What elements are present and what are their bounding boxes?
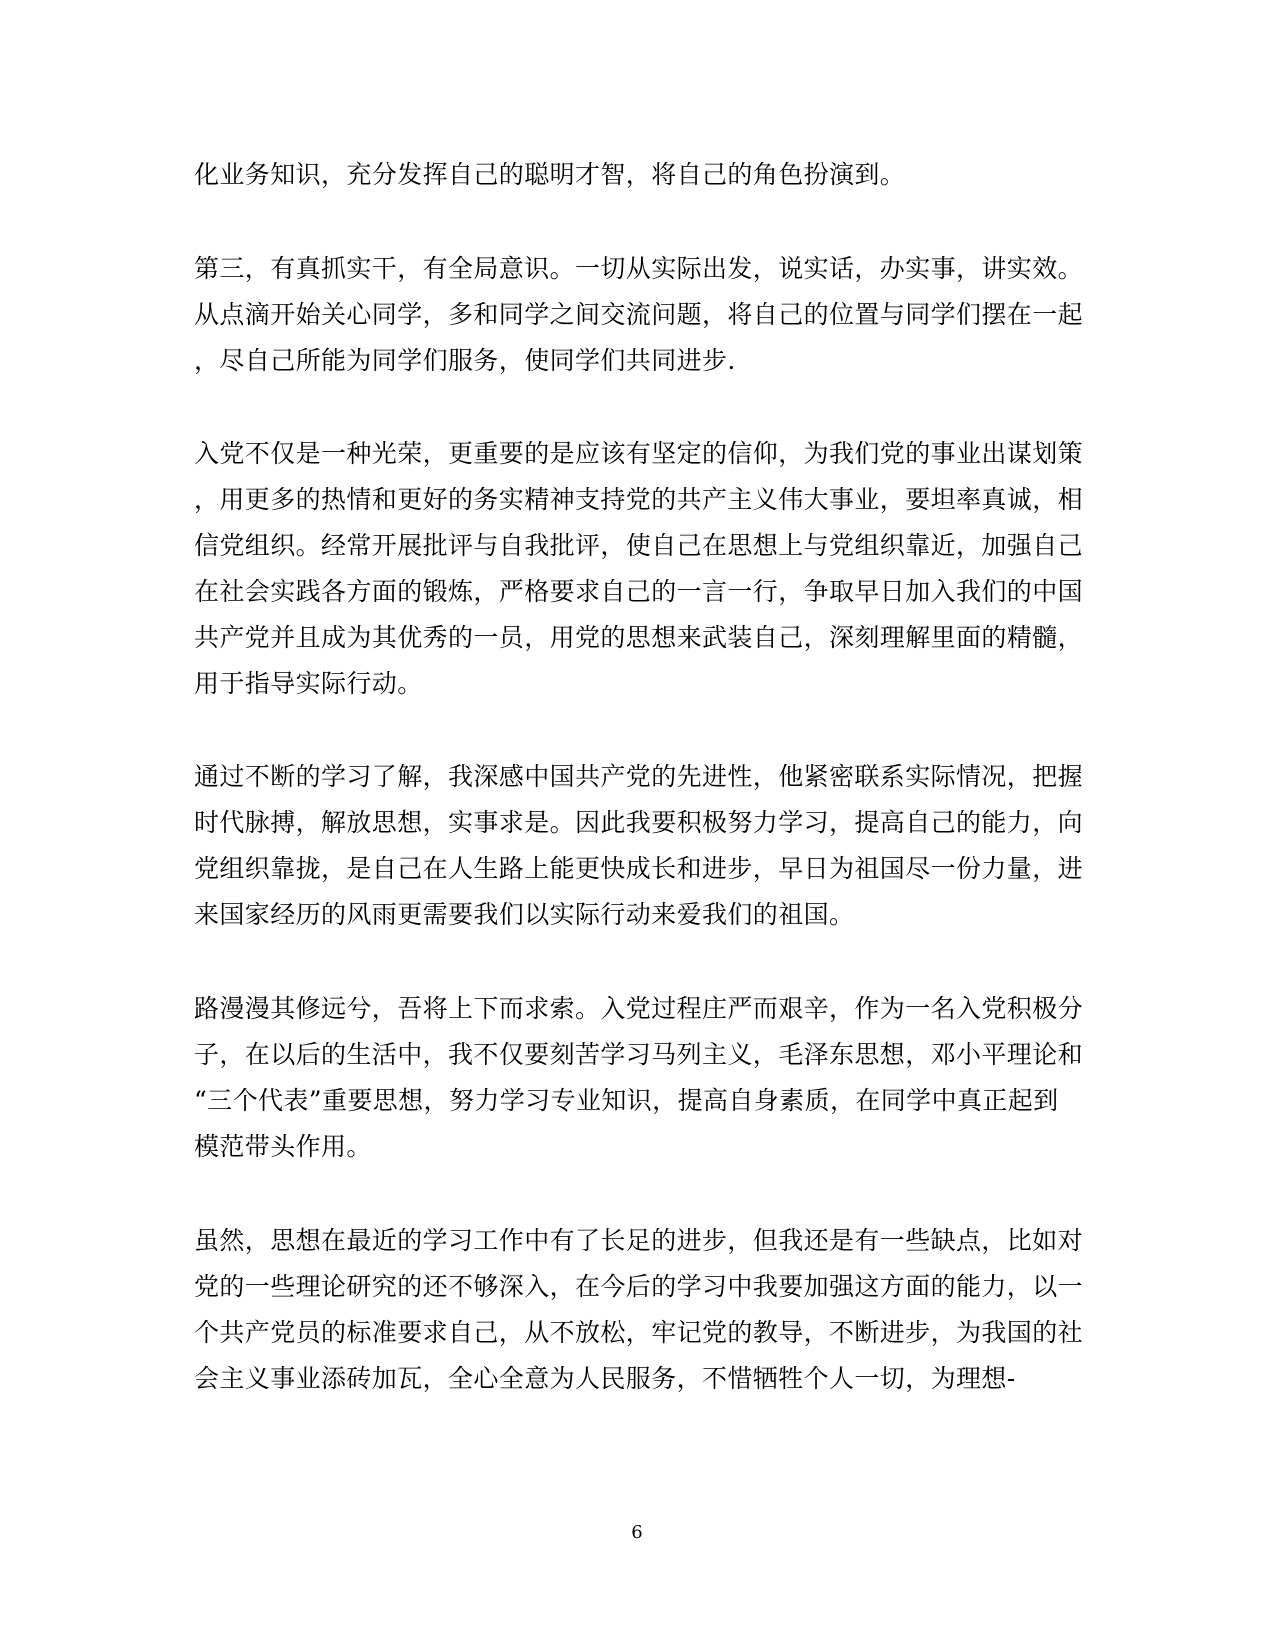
paragraph-4-line-1: 通过不断的学习了解，我深感中国共产党的先进性，他紧密联系实际情况，把握 xyxy=(194,762,1084,791)
paragraph-6-line-4: 会主义事业添砖加瓦，全心全意为人民服务，不惜牺牲个人一切，为理想- xyxy=(194,1364,1016,1393)
paragraph-5-line-2: 子，在以后的生活中，我不仅要刻苦学习马列主义，毛泽东思想，邓小平理论和 xyxy=(194,1040,1084,1069)
paragraph-3-line-3: 信党组织。经常开展批评与自我批评，使自己在思想上与党组织靠近，加强自己 xyxy=(194,531,1084,560)
paragraph-5-line-1: 路漫漫其修远兮，吾将上下而求索。入党过程庄严而艰辛，作为一名入党积极分 xyxy=(194,994,1084,1023)
paragraph-3-line-5: 共产党并且成为其优秀的一员，用党的思想来武装自己，深刻理解里面的精髓， xyxy=(194,623,1084,652)
paragraph-5-line-4: 模范带头作用。 xyxy=(194,1132,372,1161)
paragraph-2-line-1: 第三，有真抓实干，有全局意识。一切从实际出发，说实话，办实事，讲实效。 xyxy=(194,254,1084,283)
paragraph-3-line-4: 在社会实践各方面的锻炼，严格要求自己的一言一行，争取早日加入我们的中国 xyxy=(194,577,1084,606)
paragraph-6-line-3: 个共产党员的标准要求自己，从不放松，牢记党的教导，不断进步，为我国的社 xyxy=(194,1318,1084,1347)
paragraph-6-line-2: 党的一些理论研究的还不够深入，在今后的学习中我要加强这方面的能力，以一 xyxy=(194,1272,1084,1301)
paragraph-6-line-1: 虽然，思想在最近的学习工作中有了长足的进步，但我还是有一些缺点，比如对 xyxy=(194,1226,1084,1255)
paragraph-3-line-1: 入党不仅是一种光荣，更重要的是应该有坚定的信仰，为我们党的事业出谋划策 xyxy=(194,439,1084,468)
paragraph-4-line-3: 党组织靠拢，是自己在人生路上能更快成长和进步，早日为祖国尽一份力量，进 xyxy=(194,854,1084,883)
paragraph-3-line-6: 用于指导实际行动。 xyxy=(194,669,423,698)
paragraph-4-line-4: 来国家经历的风雨更需要我们以实际行动来爱我们的祖国。 xyxy=(194,900,855,929)
paragraph-1-line-1: 化业务知识，充分发挥自己的聪明才智，将自己的角色扮演到。 xyxy=(194,160,906,189)
paragraph-4-line-2: 时代脉搏，解放思想，实事求是。因此我要积极努力学习，提高自己的能力，向 xyxy=(194,808,1084,837)
paragraph-5-line-3: “三个代表”重要思想，努力学习专业知识，提高自身素质，在同学中真正起到 xyxy=(194,1086,1059,1115)
paragraph-2-line-3: ，尽自己所能为同学们服务，使同学们共同进步. xyxy=(194,346,736,375)
paragraph-3-line-2: ，用更多的热情和更好的务实精神支持党的共产主义伟大事业，要坦率真诚，相 xyxy=(194,485,1084,514)
page-number: 6 xyxy=(631,1522,643,1543)
paragraph-2-line-2: 从点滴开始关心同学，多和同学之间交流问题，将自己的位置与同学们摆在一起 xyxy=(194,300,1084,329)
